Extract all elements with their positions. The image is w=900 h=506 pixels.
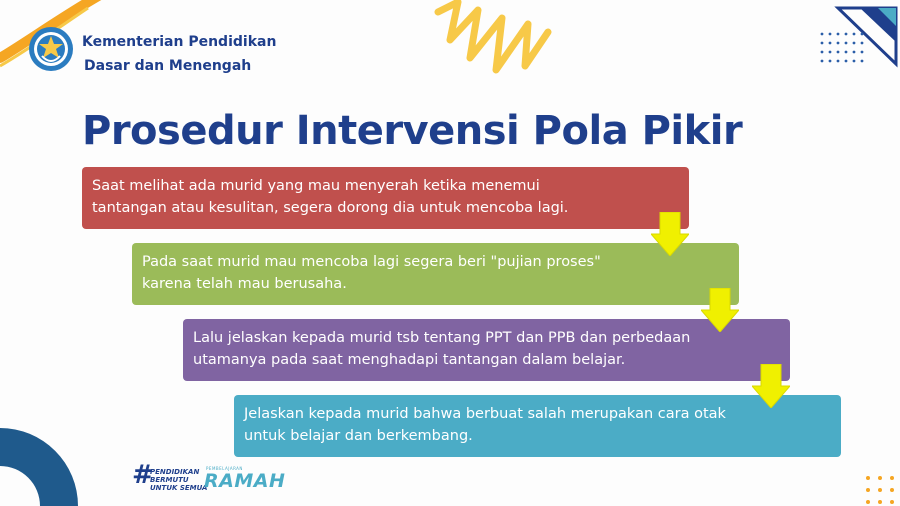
orange-dots-decoration: [862, 472, 900, 506]
hashtag-symbol: #: [132, 460, 154, 490]
ministry-line-2: Dasar dan Menengah: [84, 58, 252, 74]
down-arrow-icon: [651, 212, 689, 256]
hashtag-text: [150, 468, 207, 492]
ramah-small-text: PEMBELAJARAN: [206, 466, 243, 471]
step-3-box: [183, 319, 790, 381]
ramah-text: RAMAH: [204, 470, 286, 492]
dot-grid-decoration: [818, 30, 868, 64]
tut-wuri-handayani-logo-icon: [28, 26, 74, 72]
hashtag-line-3: UNTUK SEMUA: [150, 484, 208, 492]
step-2-line-2: karena telah mau berusaha.: [142, 276, 347, 292]
step-3-line-2: utamanya pada saat menghadapi tantangan dalam belajar.: [193, 352, 626, 368]
step-4-line-1: Jelaskan kepada murid bahwa berbuat salah merupakan cara otak: [244, 406, 726, 422]
ministry-name: [82, 30, 276, 78]
step-4-line-2: untuk belajar dan berkembang.: [244, 428, 473, 444]
hashtag-line-1: PENDIDIKAN: [150, 468, 200, 476]
step-1-line-1: Saat melihat ada murid yang mau menyerah ketika menemui: [92, 178, 540, 194]
step-1-box: [82, 167, 689, 229]
down-arrow-icon: [701, 288, 739, 332]
ministry-line-1: Kementerian Pendidikan: [82, 34, 277, 50]
step-4-box: [234, 395, 841, 457]
step-2-line-1: Pada saat murid mau mencoba lagi segera beri "pujian proses": [142, 254, 601, 270]
yellow-zigzag-decoration: [430, 0, 560, 80]
step-2-box: [132, 243, 739, 305]
hashtag-line-2: BERMUTU: [150, 476, 189, 484]
step-1-line-2: tantangan atau kesulitan, segera dorong dia untuk mencoba lagi.: [92, 200, 569, 216]
step-3-line-1: Lalu jelaskan kepada murid tsb tentang PPT dan PPB dan perbedaan: [193, 330, 691, 346]
page-title: Prosedur Intervensi Pola Pikir: [82, 108, 743, 154]
navy-arc-decoration: [0, 400, 120, 506]
down-arrow-icon: [752, 364, 790, 408]
